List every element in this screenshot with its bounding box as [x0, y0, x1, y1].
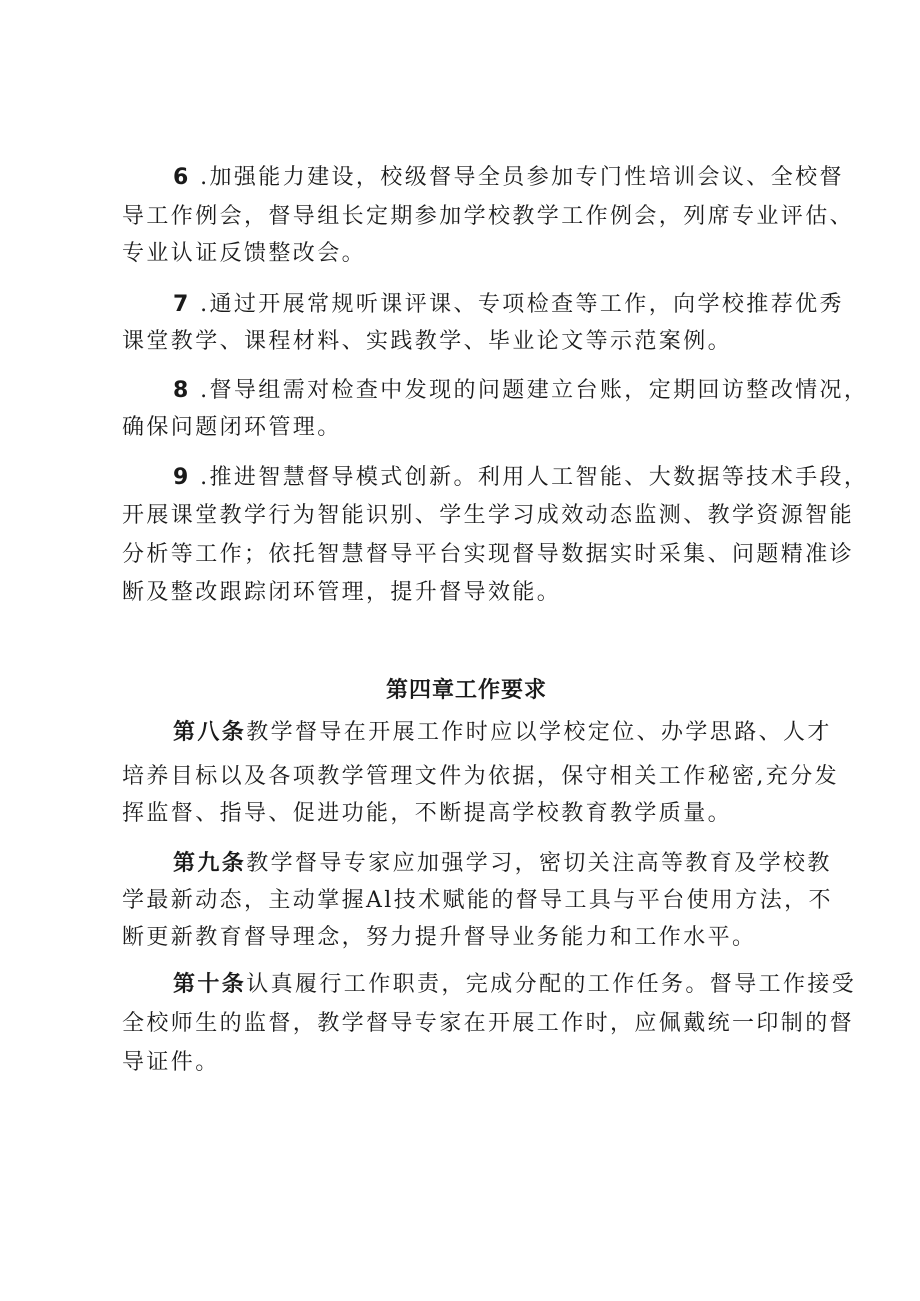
item-9-line-4: 断及整改跟踪闭环管理，提升督导效能。 — [122, 580, 562, 605]
article-label: 第九条 — [173, 851, 247, 876]
item-8-line-1 — [173, 377, 868, 405]
article-8-line-1 — [173, 719, 832, 747]
item-6-line-2: 导工作例会，督导组长定期参加学校教学工作例会，列席专业评估、 — [122, 204, 855, 229]
article-9-line-1 — [173, 850, 832, 878]
article-label: 第十条 — [173, 972, 247, 997]
article-text: 认真履行工作职责，完成分配的工作任务。督导工作接受 — [246, 972, 857, 997]
item-8-line-2: 确保问题闭环管理。 — [122, 415, 342, 440]
item-text: .通过开展常规听课评课、专项检查等工作，向学校推荐优秀 — [190, 292, 844, 317]
item-number: 7 — [173, 292, 191, 317]
item-number: 9 — [173, 465, 191, 490]
item-9-line-1 — [173, 464, 868, 492]
article-10-line-2: 全校师生的监督，教学督导专家在开展工作时，应佩戴统一印制的督 — [122, 1011, 855, 1036]
item-7-line-2: 课堂教学、课程材料、实践教学、毕业论文等示范案例。 — [122, 329, 733, 354]
item-text: .加强能力建设，校级督导全员参加专门性培训会议、全校督 — [190, 165, 844, 190]
article-text: 教学督导在开展工作时应以学校定位、办学思路、人才 — [246, 720, 832, 745]
item-9-line-3: 分析等工作；依托智慧督导平台实现督导数据实时采集、问题精准诊 — [122, 542, 855, 567]
item-number: 8 — [173, 378, 191, 403]
item-number: 6 — [173, 165, 191, 190]
article-text: 教学督导专家应加强学习，密切关注高等教育及学校教 — [246, 851, 832, 876]
item-text: .推进智慧督导模式创新。利用人工智能、大数据等技术手段， — [190, 465, 869, 490]
article-8-line-3: 挥监督、指导、促进功能，不断提高学校教育教学质量。 — [122, 801, 733, 826]
article-8-line-2: 培养目标以及各项教学管理文件为依据，保守相关工作秘密,充分发 — [122, 764, 839, 789]
item-9-line-2: 开展课堂教学行为智能识别、学生学习成效动态监测、教学资源智能 — [122, 503, 855, 528]
article-9-line-2: 学最新动态，主动掌握Al技术赋能的督导工具与平台使用方法，不 — [122, 888, 833, 913]
item-7-line-1 — [173, 291, 844, 319]
article-10-line-1 — [173, 971, 856, 999]
item-6-line-1 — [173, 164, 844, 192]
item-6-line-3: 专业认证反馈整改会。 — [122, 241, 367, 266]
chapter-title: 第四章工作要求 — [386, 678, 548, 703]
article-10-line-3: 导证件。 — [122, 1050, 220, 1075]
article-label: 第八条 — [173, 720, 247, 745]
item-text: .督导组需对检查中发现的问题建立台账，定期回访整改情况， — [190, 378, 869, 403]
article-9-line-3: 断更新教育督导理念，努力提升督导业务能力和工作水平。 — [122, 925, 757, 950]
